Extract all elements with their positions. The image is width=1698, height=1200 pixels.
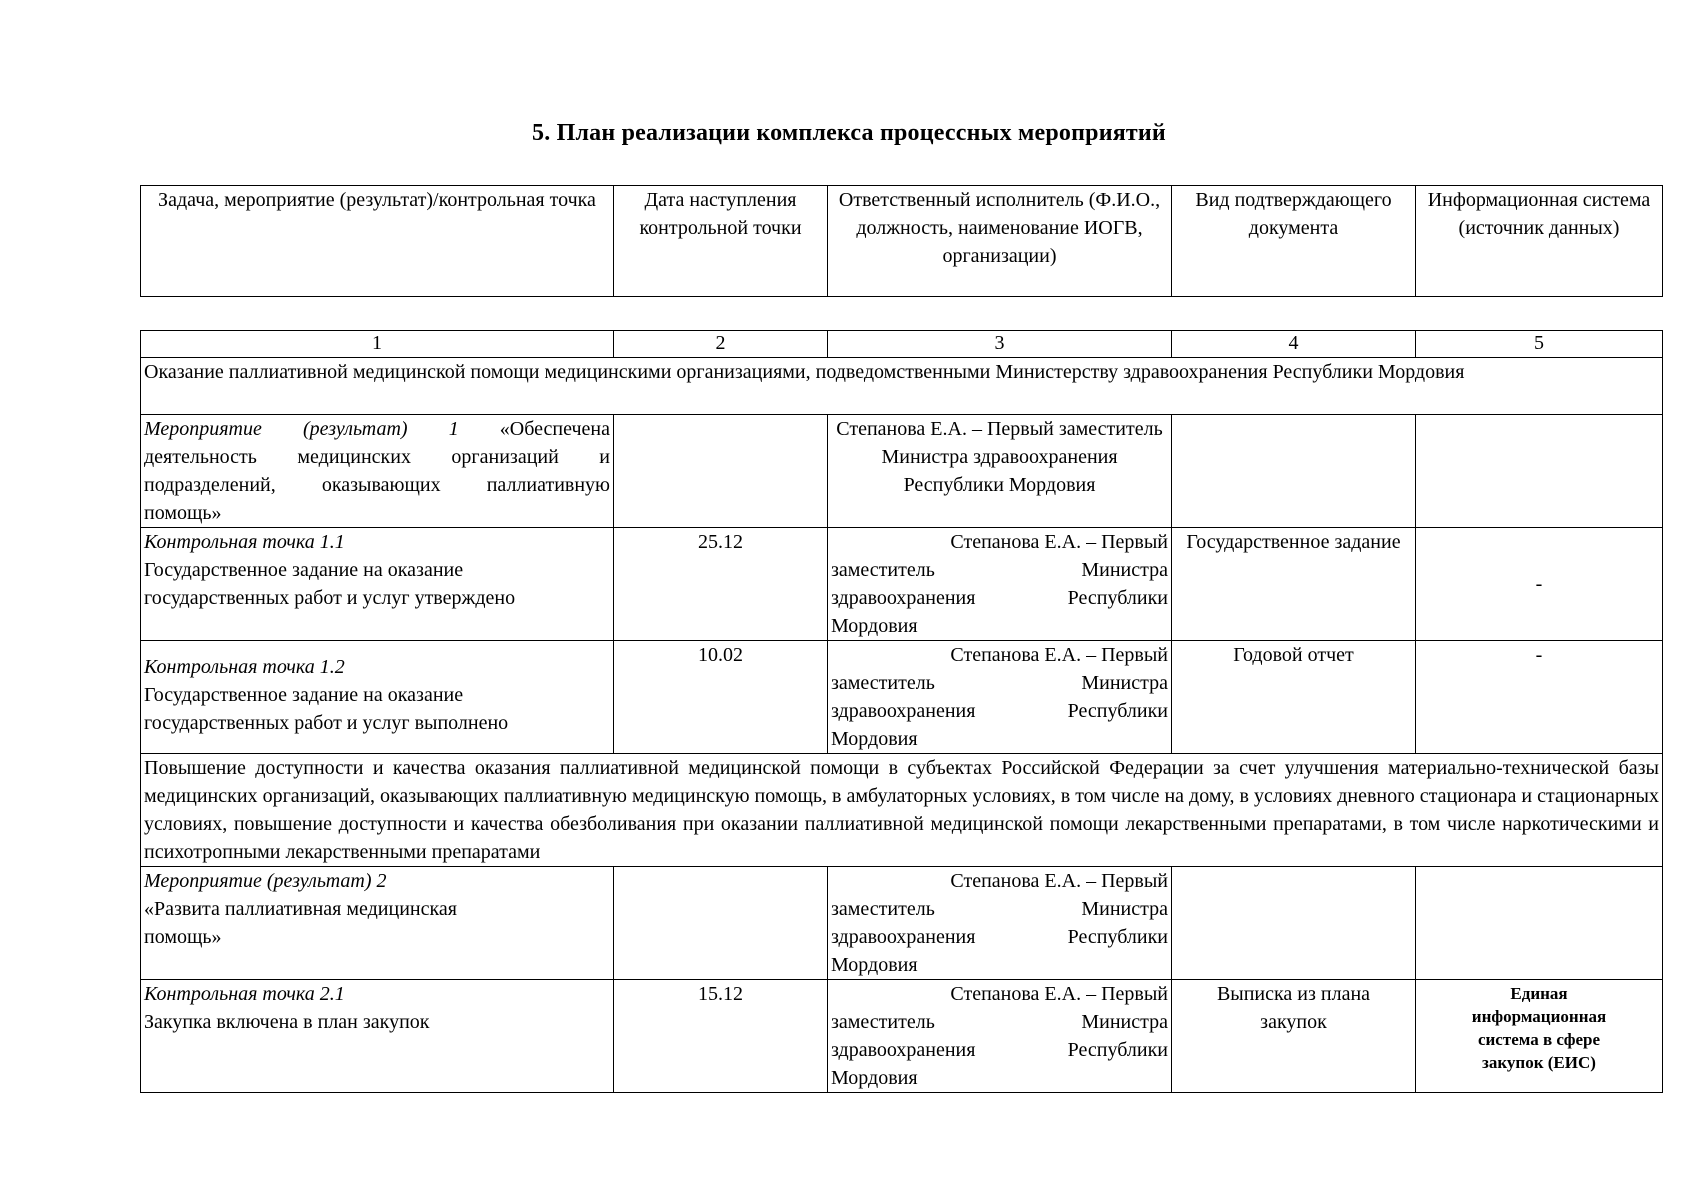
executor-line: Степанова Е.А. – Первый <box>950 983 1168 1005</box>
executor-line: заместитель Министра <box>831 672 1168 694</box>
document-cell <box>1172 867 1416 980</box>
system-cell <box>1416 415 1663 528</box>
checkpoint-cell <box>141 641 614 754</box>
table-row <box>141 641 1663 754</box>
column-number: 4 <box>1172 331 1416 358</box>
document-cell <box>1172 415 1416 528</box>
header-date: Дата наступления контрольной точки <box>614 186 828 297</box>
executor-cell <box>828 641 1172 754</box>
checkpoint-label: Контрольная точка 2.1 <box>144 983 345 1005</box>
document-cell: Выписка из плана закупок <box>1172 980 1416 1093</box>
date-cell <box>614 867 828 980</box>
page-title: 5. План реализации комплекса процессных мероприятий <box>532 120 1166 146</box>
column-number: 2 <box>614 331 828 358</box>
executor-line: заместитель Министра <box>831 559 1168 581</box>
section-title: Оказание паллиативной медицинской помощи медицинскими организациями, подведомственными Министерству здравоохранения Республики Мордовия <box>141 358 1663 415</box>
event-cell <box>141 867 614 980</box>
system-cell: - <box>1416 528 1663 641</box>
executor-line: Степанова Е.А. – Первый <box>950 870 1168 892</box>
date-cell: 10.02 <box>614 641 828 754</box>
table-row <box>141 528 1663 641</box>
checkpoint-cell <box>141 528 614 641</box>
table-row <box>141 867 1663 980</box>
column-number: 3 <box>828 331 1172 358</box>
executor-line: Мордовия <box>831 1067 918 1089</box>
executor-line: Степанова Е.А. – Первый <box>950 531 1168 553</box>
header-document: Вид подтверждающего документа <box>1172 186 1416 297</box>
section-title: Повышение доступности и качества оказания паллиативной медицинской помощи в субъектах Российской Федерации за счет улучшения материально-технической базы медицинских организаций, оказывающих паллиативную медицинскую помощь, в амбулаторных условиях, в том числе на дому, в условиях дневного стационара и стационарных условиях, повышение доступности и качества обезболивания при оказании паллиативной медицинской помощи лекарственными препаратами, в том числе наркотическими и психотропными лекарственными препаратами <box>141 754 1663 867</box>
section-row <box>141 754 1663 867</box>
executor-line: здравоохранения Республики <box>831 926 1168 948</box>
table-row <box>141 415 1663 528</box>
checkpoint-text: Государственное задание на оказание государственных работ и услуг утверждено <box>144 559 516 609</box>
column-number: 5 <box>1416 331 1663 358</box>
checkpoint-cell <box>141 980 614 1093</box>
executor-line: Степанова Е.А. – Первый <box>950 644 1168 666</box>
executor-line: здравоохранения Республики <box>831 700 1168 722</box>
column-number: 1 <box>141 331 614 358</box>
event-text: «Развита паллиативная медицинская помощь» <box>144 898 457 948</box>
date-cell <box>614 415 828 528</box>
checkpoint-label: Контрольная точка 1.2 <box>144 656 345 678</box>
header-table <box>140 185 1663 297</box>
checkpoint-text: Государственное задание на оказание государственных работ и услуг выполнено <box>144 684 509 734</box>
event-label: Мероприятие (результат) 2 <box>144 870 387 892</box>
system-cell <box>1416 867 1663 980</box>
event-cell <box>141 415 614 528</box>
executor-line: здравоохранения Республики <box>831 587 1168 609</box>
executor-line: Мордовия <box>831 728 918 750</box>
column-numbers-row <box>141 331 1663 358</box>
checkpoint-label: Контрольная точка 1.1 <box>144 531 345 553</box>
executor-line: здравоохранения Республики <box>831 1039 1168 1061</box>
table-row <box>141 980 1663 1093</box>
executor-cell: Степанова Е.А. – Первый заместитель Министра здравоохранения Республики Мордовия <box>828 415 1172 528</box>
executor-cell <box>828 867 1172 980</box>
date-cell: 15.12 <box>614 980 828 1093</box>
checkpoint-text: Закупка включена в план закупок <box>144 1011 430 1033</box>
executor-line: заместитель Министра <box>831 898 1168 920</box>
header-executor: Ответственный исполнитель (Ф.И.О., должность, наименование ИОГВ, организации) <box>828 186 1172 297</box>
header-task: Задача, мероприятие (результат)/контрольная точка <box>141 186 614 297</box>
plan-table <box>140 330 1663 1093</box>
document-cell: Годовой отчет <box>1172 641 1416 754</box>
event-text: «Обеспечена деятельность медицинских организаций и подразделений, оказывающих паллиативную помощь» <box>144 418 610 524</box>
executor-line: Мордовия <box>831 615 918 637</box>
event-label: Мероприятие (результат) 1 <box>144 418 459 440</box>
system-cell: - <box>1416 641 1663 754</box>
executor-cell <box>828 980 1172 1093</box>
date-cell: 25.12 <box>614 528 828 641</box>
section-row <box>141 358 1663 415</box>
system-cell: Единая информационная система в сфере закупок (ЕИС) <box>1416 980 1663 1093</box>
executor-line: Мордовия <box>831 954 918 976</box>
document-cell: Государственное задание <box>1172 528 1416 641</box>
executor-cell <box>828 528 1172 641</box>
executor-line: заместитель Министра <box>831 1011 1168 1033</box>
header-system: Информационная система (источник данных) <box>1416 186 1663 297</box>
